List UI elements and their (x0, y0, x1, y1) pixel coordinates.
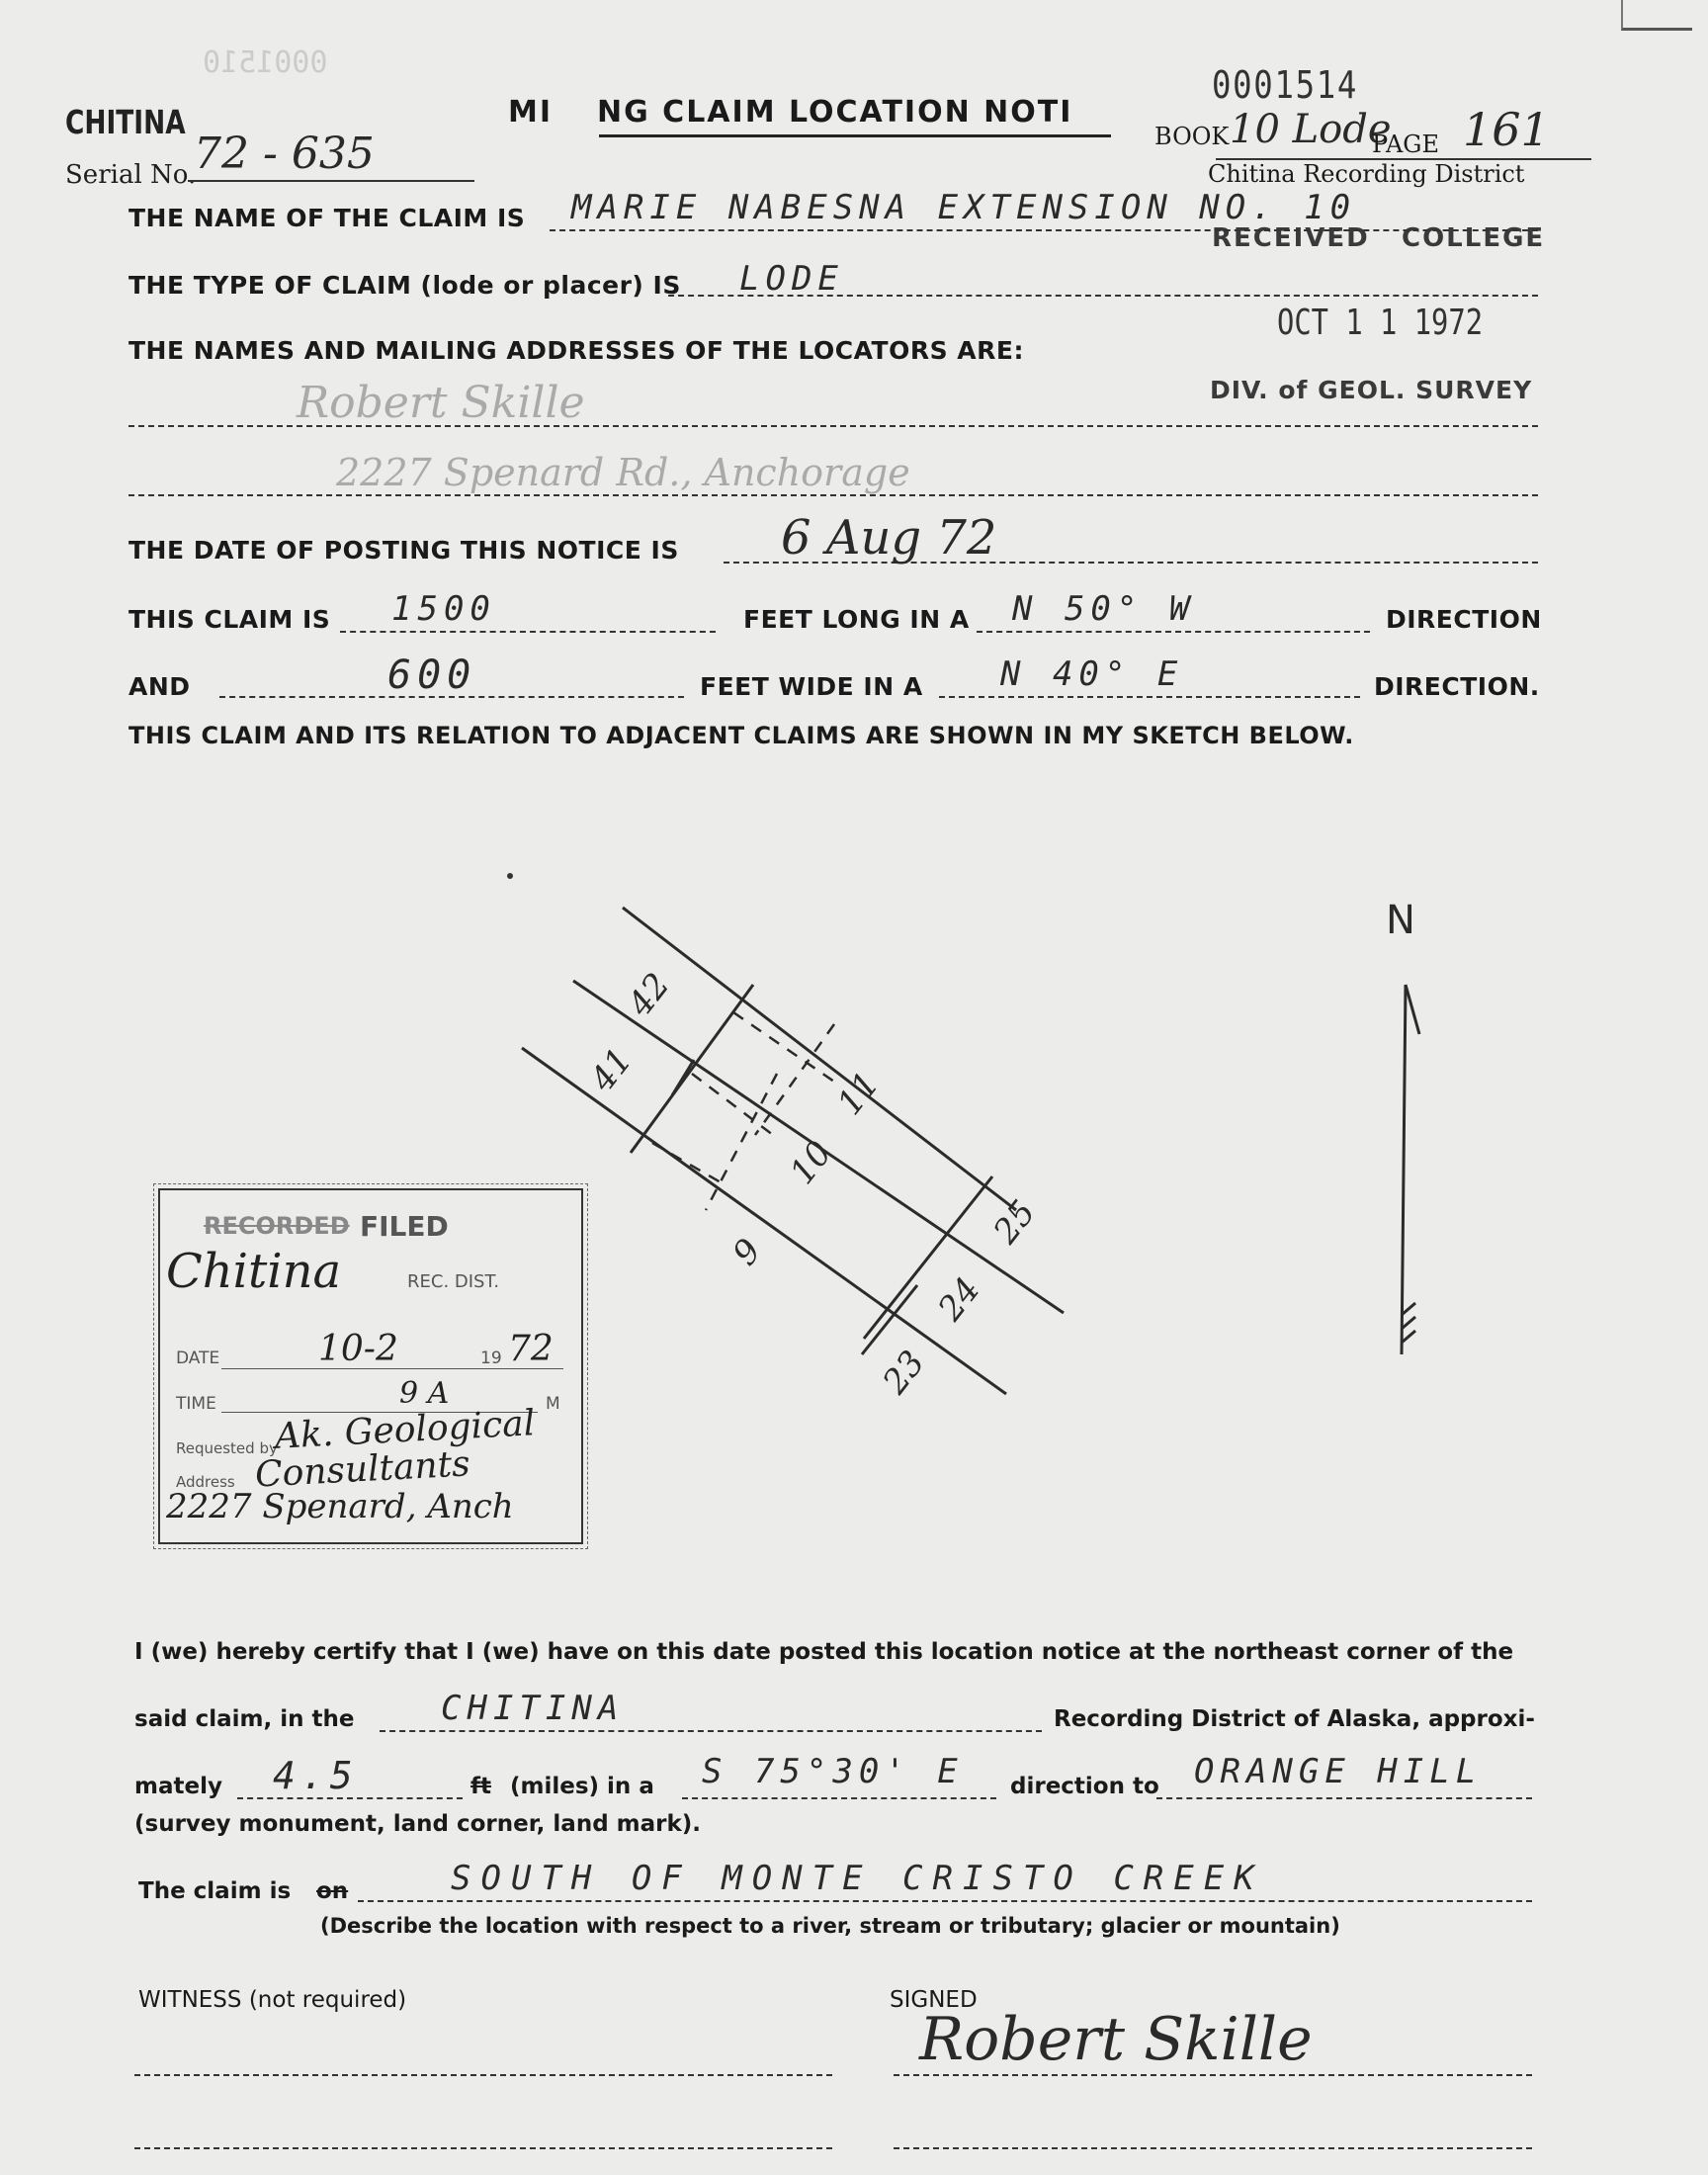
claim-type-label: THE TYPE OF CLAIM (lode or placer) IS (128, 271, 681, 300)
claim-name-value: MARIE NABESNA EXTENSION NO. 10 (571, 188, 1357, 227)
signature-line-1 (894, 2074, 1532, 2076)
book-label: BOOK (1154, 123, 1230, 150)
posting-date-label: THE DATE OF POSTING THIS NOTICE IS (128, 536, 679, 565)
filed-stamp-requested-value: Ak. Geological (274, 1403, 537, 1457)
width-value: 600 (387, 652, 477, 698)
location-hint: (Describe the location with respect to a river, stream or tributary; glacier or mountain) (320, 1914, 1340, 1938)
claim-is-label: The claim is (138, 1878, 292, 1904)
serial-value: 72 - 635 (194, 129, 375, 179)
witness-line-1 (134, 2074, 832, 2076)
filed-stamp-filed: FILED (360, 1210, 449, 1243)
recording-district-label: Recording District of Alaska, approxi- (1054, 1706, 1535, 1732)
landmark-hint: (survey monument, land corner, land mark). (134, 1811, 702, 1837)
received-stamp-date: OCT 1 1 1972 (1277, 303, 1484, 343)
witness-line-2 (134, 2147, 832, 2149)
bearing-line (682, 1797, 996, 1799)
direction-label-2: DIRECTION. (1374, 672, 1540, 701)
filed-stamp-date-value: 10-2 (318, 1329, 398, 1369)
received-stamp-division: DIV. of GEOL. SURVEY (1210, 376, 1533, 404)
book-value: 10 Lode (1230, 107, 1392, 152)
claim-label-25: 25 (985, 1192, 1044, 1252)
signed-label: SIGNED (890, 1987, 978, 2013)
filed-stamp-year-value: 72 (508, 1329, 554, 1369)
filed-stamp-recorded: RECORDED (204, 1212, 350, 1240)
claim-type-value: LODE (739, 259, 844, 299)
claim-label-24: 24 (930, 1269, 988, 1329)
distance-line (237, 1797, 463, 1799)
distance-value: 4.5 (273, 1754, 359, 1797)
miles-strike: ft (470, 1774, 492, 1799)
location-value: SOUTH OF MONTE CRISTO CREEK (451, 1859, 1264, 1898)
on-strike: on (316, 1878, 349, 1904)
filed-stamp (158, 1188, 583, 1544)
signature: Robert Skille (919, 2005, 1313, 2074)
locators-label: THE NAMES AND MAILING ADDRESSES OF THE LOCATORS ARE: (128, 336, 1024, 365)
filed-stamp-address-value: Consultants (254, 1443, 471, 1496)
direction-to-label: direction to (1010, 1774, 1159, 1799)
received-stamp-college: COLLEGE (1402, 223, 1546, 253)
posting-date-value: 6 Aug 72 (781, 510, 997, 566)
claim-label-42: 42 (620, 965, 678, 1024)
feet-long-label: FEET LONG IN A (743, 605, 970, 634)
claim-label-9: 9 (725, 1231, 770, 1273)
page-value: 161 (1463, 103, 1550, 156)
direction-label: DIRECTION (1386, 605, 1542, 634)
locator-address-value: 2227 Spenard Rd., Anchorage (336, 451, 910, 494)
length-direction-value: N 50° W (1012, 589, 1196, 629)
filed-stamp-date-line (221, 1368, 563, 1369)
document-number: 0001514 (1212, 63, 1359, 107)
north-label: N (1386, 898, 1415, 943)
bearing-value: S 75°30' E (702, 1752, 964, 1791)
claim-label-23: 23 (875, 1343, 933, 1402)
certification-text: I (we) hereby certify that I (we) have on this date posted this location notice at the northeast corner of the (134, 1639, 1514, 1665)
length-label: THIS CLAIM IS (128, 605, 331, 634)
mately-label: mately (134, 1774, 222, 1799)
filed-stamp-time-value: 9 A (399, 1376, 450, 1411)
filed-stamp-requested-label: Requested by (176, 1439, 278, 1457)
district-stamp: CHITINA (65, 103, 186, 141)
filed-stamp-rec-dist-label: REC. DIST. (407, 1271, 500, 1292)
claim-label-41: 41 (582, 1040, 640, 1099)
said-claim-label: said claim, in the (134, 1706, 355, 1732)
claim-name-label: THE NAME OF THE CLAIM IS (128, 204, 526, 232)
form-title-part1: MI (508, 95, 554, 130)
received-stamp-received: RECEIVED (1212, 223, 1370, 253)
recording-district-header: Chitina Recording District (1208, 160, 1525, 188)
certification-district-value: CHITINA (441, 1689, 625, 1728)
feet-wide-label: FEET WIDE IN A (700, 672, 923, 701)
location-line (358, 1900, 1532, 1902)
locator-name-value: Robert Skille (297, 378, 585, 428)
serial-label: Serial No. (65, 160, 197, 190)
page-label: PAGE (1372, 130, 1439, 158)
north-arrow (1402, 985, 1419, 1354)
witness-label: WITNESS (not required) (138, 1987, 407, 2013)
district-line (380, 1730, 1042, 1732)
landmark-value: ORANGE HILL (1194, 1752, 1483, 1791)
form-title-part2: NG CLAIM LOCATION NOTI (597, 95, 1073, 130)
and-label: AND (128, 672, 191, 701)
filed-stamp-date-label: DATE (176, 1348, 220, 1368)
filed-stamp-district: Chitina (166, 1244, 342, 1299)
landmark-line (1156, 1797, 1532, 1799)
filed-stamp-address-value-2: 2227 Spenard, Anch (166, 1487, 514, 1526)
filed-stamp-address-label: Address (176, 1473, 235, 1491)
width-direction-value: N 40° E (1000, 654, 1184, 694)
miles-label: (miles) in a (510, 1774, 654, 1799)
claim-label-11: 11 (829, 1064, 888, 1123)
signature-line-2 (894, 2147, 1532, 2149)
sketch-label: THIS CLAIM AND ITS RELATION TO ADJACENT CLAIMS ARE SHOWN IN MY SKETCH BELOW. (128, 722, 1354, 749)
filed-stamp-time-label: TIME (176, 1394, 216, 1414)
filed-stamp-year-prefix: 19 (480, 1348, 502, 1368)
length-value: 1500 (391, 589, 496, 629)
faint-document-number: 0001510 (203, 45, 328, 80)
filed-stamp-time-suffix: M (546, 1394, 560, 1414)
claim-label-10: 10 (782, 1133, 840, 1192)
